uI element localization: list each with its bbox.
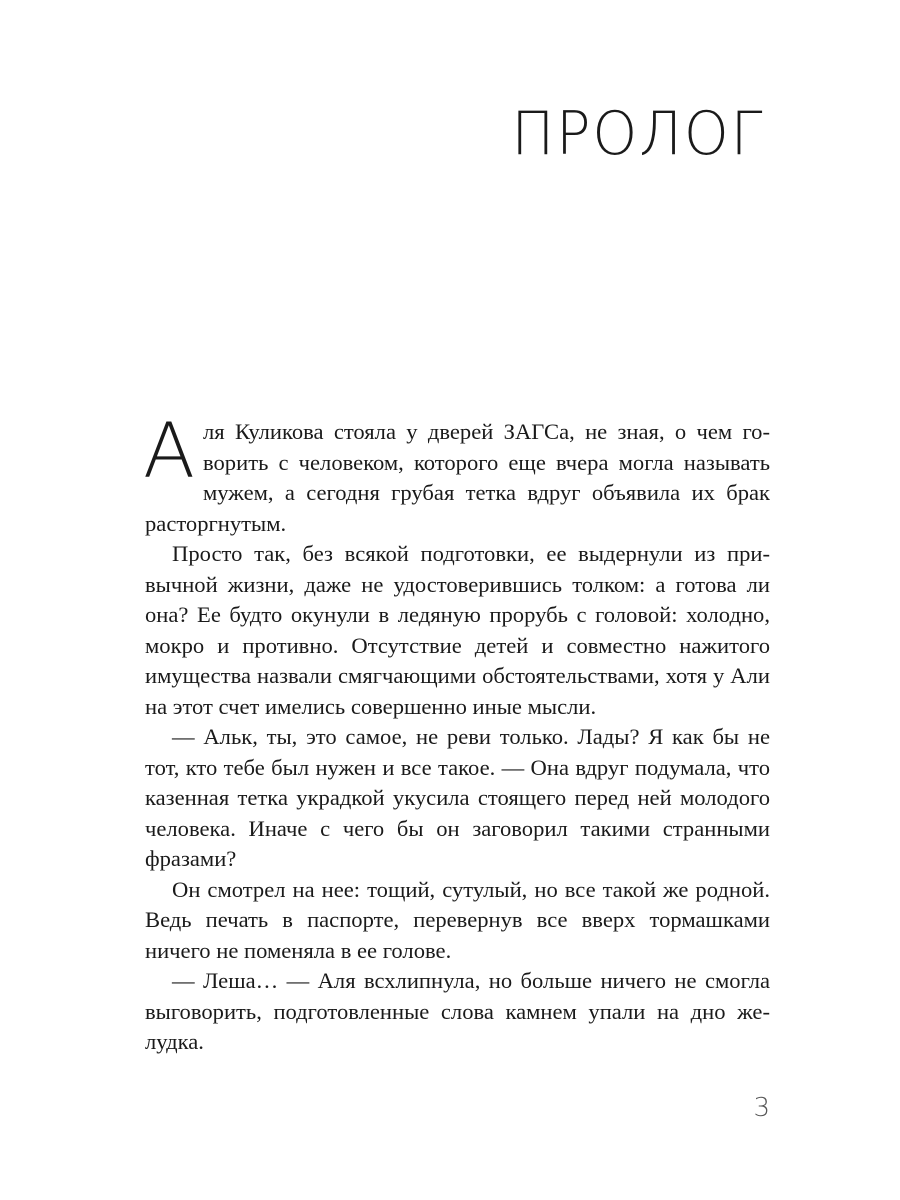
- paragraph-5: — Леша… — Аля всхлипнула, но больше ничего не смогла выговорить, подготовленные слова камнем упали на дно желудка.: [145, 968, 770, 1054]
- paragraph-3: — Альк, ты, это самое, не реви только. Лады? Я как бы не тот, кто тебе был нужен и все такое. — Она вдруг подумала, что казенная тетка украдкой укусила стоящего перед ней молодого человека. Иначе с чего бы он заговорил такими странными фразами?: [145, 724, 770, 871]
- chapter-title: ПРОЛОГ: [511, 99, 764, 169]
- paragraph-1-text: ля Куликова стояла у дверей ЗАГСа, не зная, о чем говорить с человеком, которого еще вчера могла называть мужем, а сегодня грубая тетка вдруг объявила их брак расторгнутым.: [145, 419, 770, 536]
- drop-cap: А: [143, 406, 195, 495]
- paragraph-4: Он смотрел на нее: тощий, сутулый, но все такой же родной. Ведь печать в паспорте, перевернув все вверх тормашками ничего не поменяла в ее голове.: [145, 876, 770, 963]
- page-number: 3: [753, 1093, 770, 1123]
- paragraph-2: Просто так, без всякой подготовки, ее выдернули из привычной жизни, даже не удостоверившись толком: а готова ли она? Ее будто окунули в ледяную прорубь с головой: холодно, мокро и противно. Отсутствие детей и совместно нажитого имущества назвали смягчающими обстоятельствами, хотя у Али на этот счет имелись совершенно иные мысли.: [145, 541, 770, 719]
- paragraph-1: [143, 406, 770, 539]
- chapter-body: [143, 406, 770, 1058]
